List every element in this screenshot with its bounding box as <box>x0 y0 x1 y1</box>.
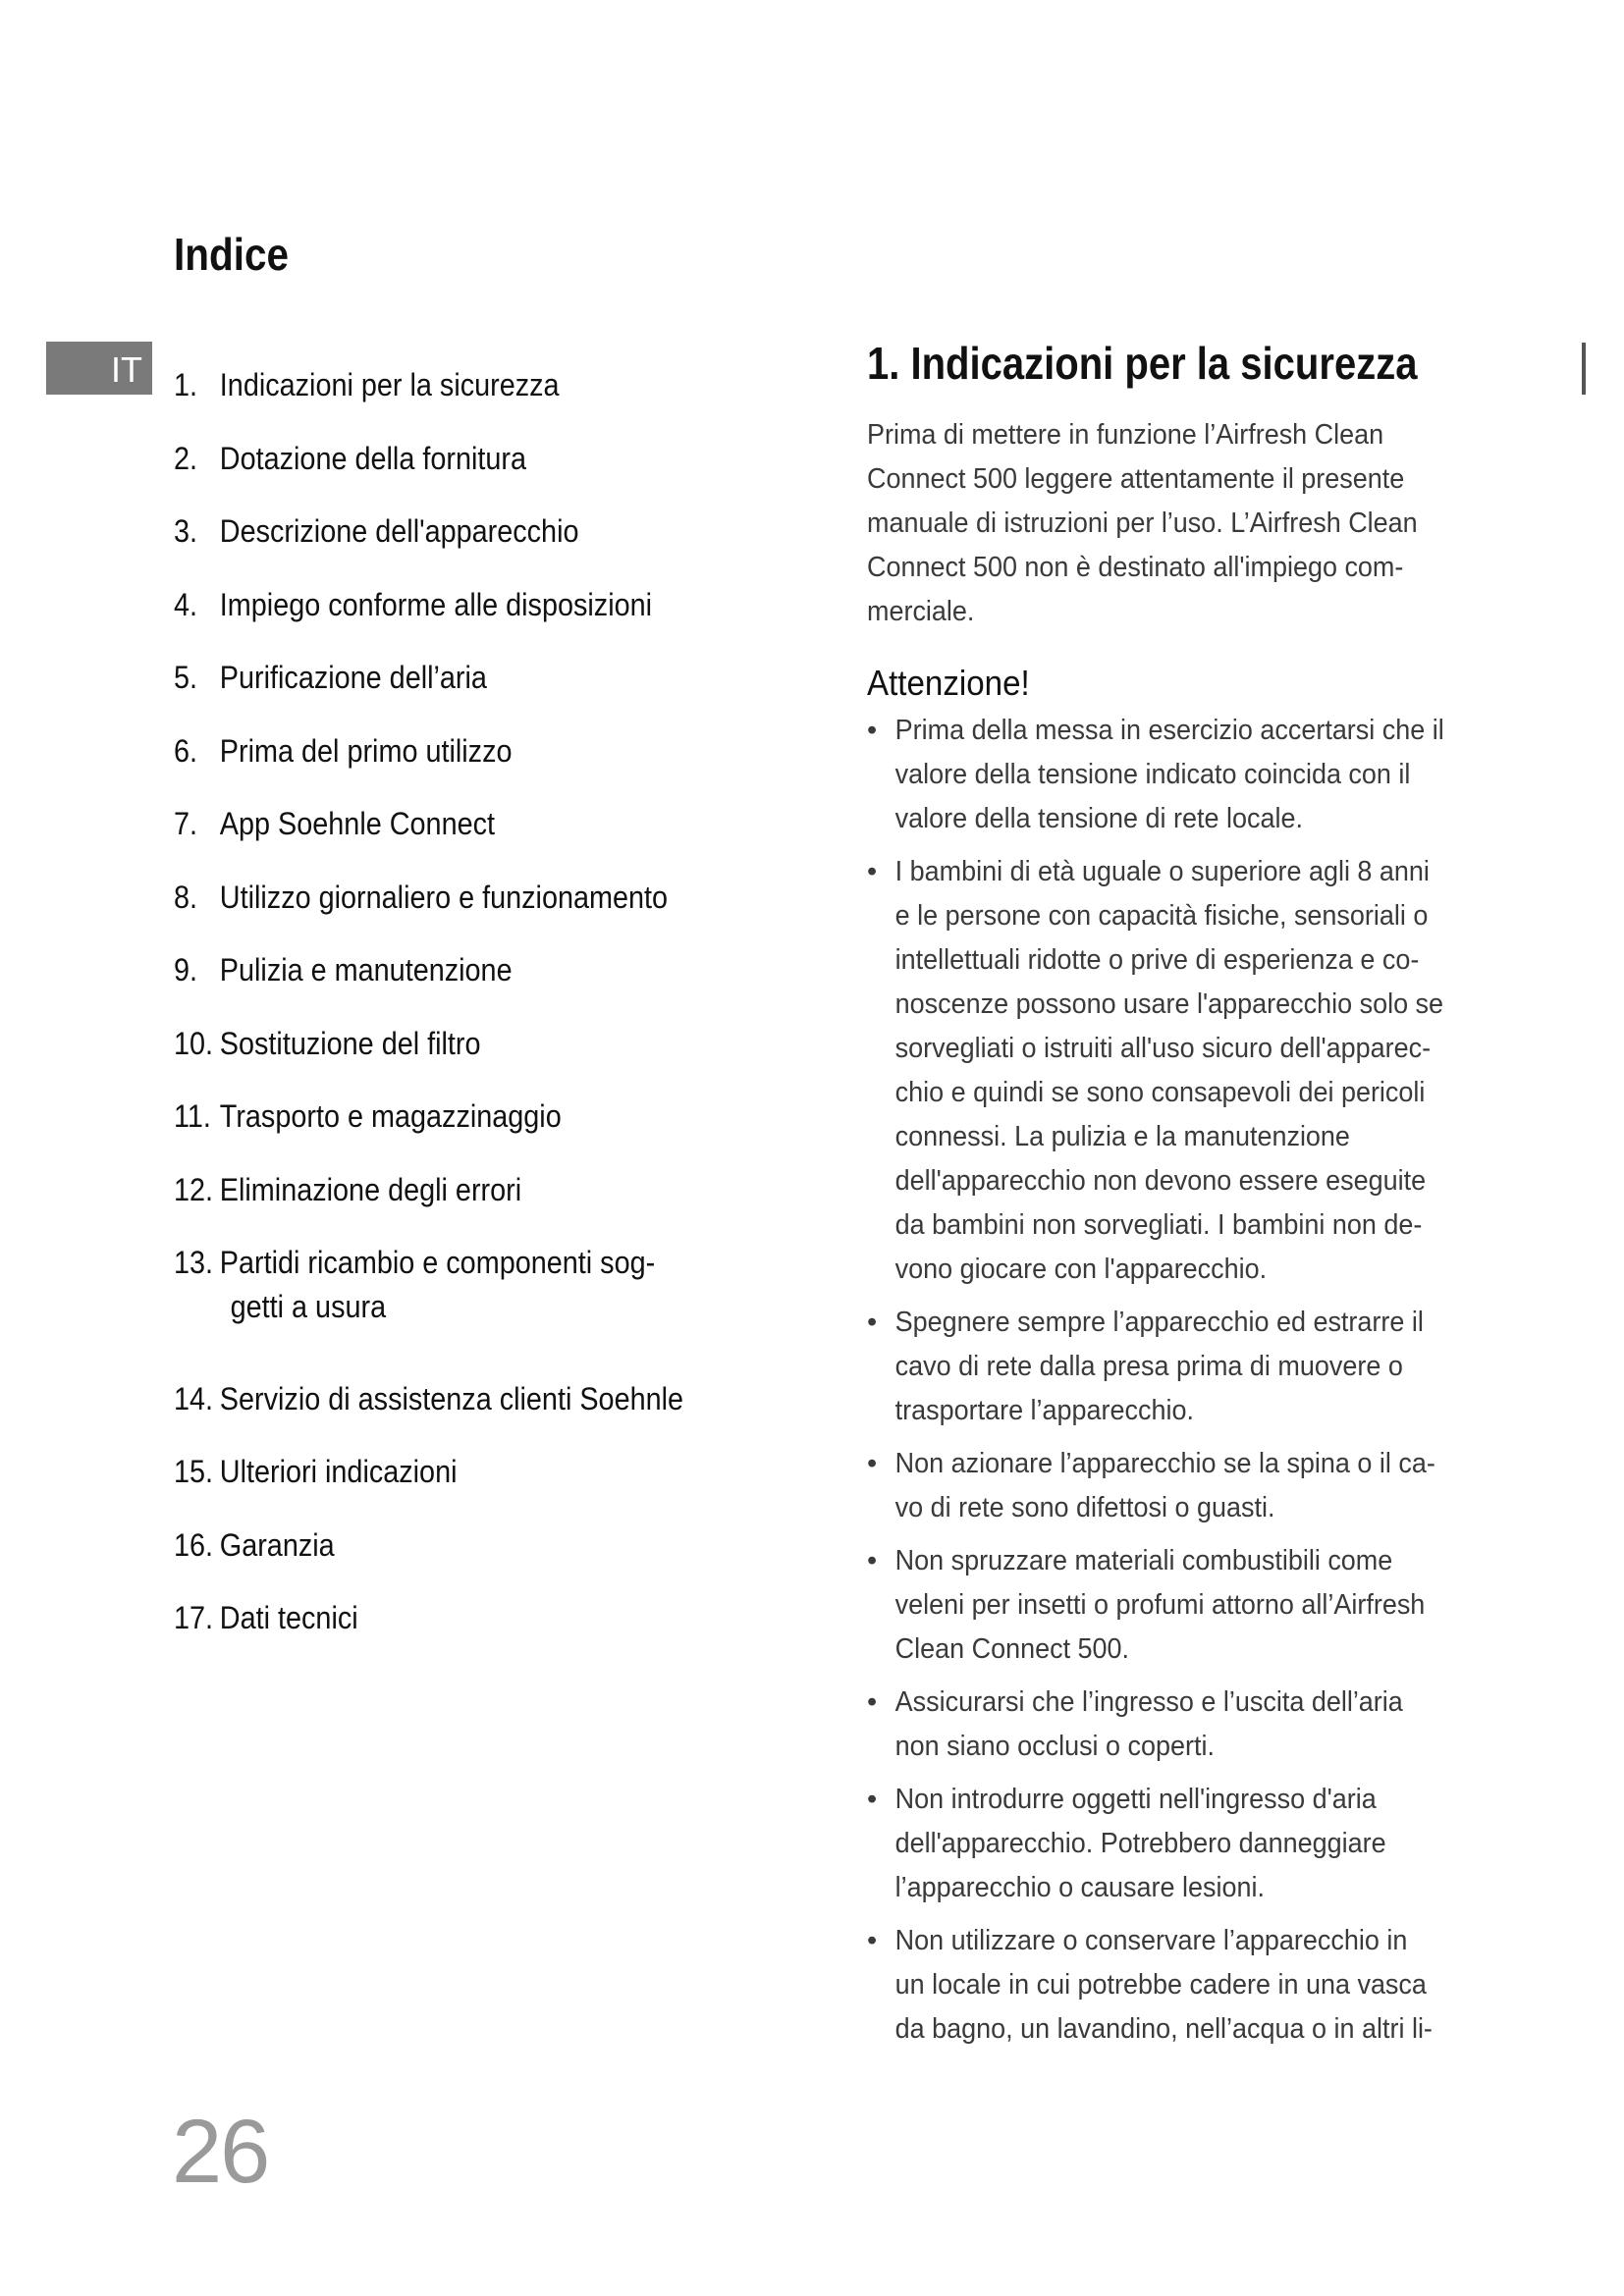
toc-item-label: Prima del primo utilizzo <box>219 732 513 769</box>
toc-item-label: Utilizzo giornaliero e funzionamento <box>219 879 669 915</box>
toc-item-number: 4. <box>174 586 198 622</box>
warning-line: intellettuali ridotte o prive di esperienza e co- <box>894 944 1420 976</box>
bullet-icon: • <box>867 1307 878 1338</box>
warning-item <box>867 1442 1535 1530</box>
toc-item-number: 5. <box>174 660 198 695</box>
margin-bar <box>1582 343 1586 395</box>
warning-item <box>867 850 1535 1292</box>
warning-item <box>867 1681 1535 1769</box>
intro-line: merciale. <box>867 596 975 627</box>
warning-line: valore della tensione di rete locale. <box>894 803 1303 834</box>
bullet-icon: • <box>867 715 878 746</box>
toc-title: Indice <box>174 229 289 280</box>
warning-line: da bagno, un lavandino, nell’acqua o in altri li- <box>894 2013 1433 2045</box>
toc-item[interactable] <box>174 1596 358 1640</box>
warning-line: l’apparecchio o causare lesioni. <box>894 1872 1265 1903</box>
warning-line: trasportare l’apparecchio. <box>894 1395 1194 1426</box>
intro-paragraph <box>867 413 1535 634</box>
bullet-icon: • <box>867 1545 878 1576</box>
warning-line: connessi. La pulizia e la manutenzione <box>894 1121 1350 1152</box>
toc-item-number: 6. <box>174 732 198 769</box>
toc-item-number: 15. <box>174 1454 214 1489</box>
warning-list <box>867 709 1535 2052</box>
intro-line: manuale di istruzioni per l’uso. L’Airfresh Clean <box>867 507 1418 539</box>
toc-item-label: Servizio di assistenza clienti Soehnle <box>219 1380 684 1416</box>
toc-item-label: Trasporto e magazzinaggio <box>219 1098 562 1134</box>
warning-item <box>867 709 1535 841</box>
toc-item[interactable] <box>174 1095 562 1139</box>
toc-item[interactable] <box>174 437 526 481</box>
toc-item-number: 11. <box>174 1098 211 1134</box>
toc-item-number: 1. <box>174 367 198 402</box>
toc-item-label: Partidi ricambio e componenti sog- <box>219 1245 656 1280</box>
intro-line: Connect 500 non è destinato all'impiego com- <box>867 552 1404 583</box>
warning-item <box>867 1539 1535 1672</box>
toc-item[interactable] <box>174 656 487 700</box>
toc-item-label: Sostituzione del filtro <box>219 1025 481 1061</box>
toc-item-label: Pulizia e manutenzione <box>219 952 513 988</box>
toc-item[interactable] <box>174 876 668 920</box>
page-number: 26 <box>172 2102 269 2202</box>
warning-line: valore della tensione indicato coincida con il <box>894 759 1411 790</box>
warning-line: I bambini di età uguale o superiore agli 8 anni <box>894 856 1430 887</box>
toc-item-number: 2. <box>174 440 198 476</box>
toc-item-label: Garanzia <box>219 1526 335 1563</box>
toc-item-label: Dotazione della fornitura <box>219 440 526 476</box>
toc-item-number: 9. <box>174 952 198 988</box>
warning-line: chio e quindi se sono consapevoli dei pericoli <box>894 1077 1426 1108</box>
toc-item-number: 7. <box>174 806 198 841</box>
warning-item <box>867 1778 1535 1910</box>
warning-line: Prima della messa in esercizio accertarsi che il <box>894 715 1444 746</box>
warning-item <box>867 1919 1535 2052</box>
warning-line: noscenze possono usare l'apparecchio solo se <box>894 988 1444 1020</box>
toc-item-number: 10. <box>174 1025 214 1061</box>
warning-line: da bambini non sorvegliati. I bambini non de- <box>894 1209 1423 1241</box>
warning-line: Clean Connect 500. <box>894 1633 1130 1665</box>
warning-line: Assicurarsi che l’ingresso e l’uscita dell’aria <box>894 1686 1403 1718</box>
warning-title: Attenzione! <box>867 663 1030 703</box>
bullet-icon: • <box>867 1686 878 1718</box>
toc-item-number: 16. <box>174 1526 214 1563</box>
toc-item[interactable] <box>174 948 513 992</box>
toc-item[interactable] <box>174 729 512 774</box>
toc-item-number: 12. <box>174 1171 214 1207</box>
toc-item-label: Indicazioni per la sicurezza <box>219 367 560 402</box>
section-title: 1. Indicazioni per la sicurezza <box>867 338 1418 389</box>
warning-line: non siano occlusi o coperti. <box>894 1731 1215 1762</box>
warning-line: vo di rete sono difettosi o guasti. <box>894 1492 1275 1523</box>
toc-item-label: Descrizione dell'apparecchio <box>219 513 579 549</box>
intro-line: Connect 500 leggere attentamente il presente <box>867 463 1405 495</box>
warning-line: Non spruzzare materiali combustibili come <box>894 1545 1393 1576</box>
toc-item[interactable] <box>174 1022 481 1066</box>
warning-line: un locale in cui potrebbe cadere in una vasca <box>894 1969 1427 2001</box>
warning-line: Non utilizzare o conservare l’apparecchio in <box>894 1925 1408 1956</box>
bullet-icon: • <box>867 1784 878 1815</box>
bullet-icon: • <box>867 1925 878 1956</box>
toc-item-number: 13. <box>174 1245 214 1280</box>
warning-line: Non introdurre oggetti nell'ingresso d'aria <box>894 1784 1377 1815</box>
toc-item-number: 14. <box>174 1380 214 1416</box>
toc-item[interactable] <box>174 1168 521 1212</box>
warning-line: e le persone con capacità fisiche, sensoriali o <box>894 900 1429 932</box>
section-body <box>867 413 1535 2060</box>
warning-line: veleni per insetti o profumi attorno all’Airfresh <box>894 1589 1426 1621</box>
warning-line: vono giocare con l'apparecchio. <box>894 1254 1268 1285</box>
toc-item-label: App Soehnle Connect <box>219 806 496 841</box>
toc-item-label: Purificazione dell’aria <box>219 660 487 695</box>
toc-item-label: Dati tecnici <box>219 1600 358 1635</box>
toc-item-label: Ulteriori indicazioni <box>219 1454 458 1489</box>
warning-line: sorvegliati o istruiti all'uso sicuro dell'apparec- <box>894 1033 1432 1064</box>
toc-item-number: 8. <box>174 879 198 915</box>
toc-item[interactable] <box>174 802 495 846</box>
toc-item-number: 3. <box>174 513 198 549</box>
toc-item[interactable] <box>174 1523 335 1568</box>
intro-line: Prima di mettere in funzione l’Airfresh Clean <box>867 419 1384 451</box>
toc-item[interactable] <box>174 583 652 627</box>
toc-item[interactable] <box>174 363 560 407</box>
warning-line: dell'apparecchio non devono essere eseguite <box>894 1165 1427 1197</box>
toc-item-label: Eliminazione degli errori <box>219 1171 522 1207</box>
warning-line: Spegnere sempre l’apparecchio ed estrarre il <box>894 1307 1424 1338</box>
warning-line: Non azionare l’apparecchio se la spina o il ca- <box>894 1448 1435 1479</box>
language-tab: IT <box>46 342 152 395</box>
toc-item-label-continued: getti a usura <box>230 1289 387 1324</box>
toc-item[interactable] <box>174 1241 655 1329</box>
bullet-icon: • <box>867 856 878 887</box>
warning-line: cavo di rete dalla presa prima di muovere o <box>894 1351 1403 1382</box>
bullet-icon: • <box>867 1448 878 1479</box>
toc-item-label: Impiego conforme alle disposizioni <box>219 586 653 622</box>
toc-item-number: 17. <box>174 1600 214 1635</box>
toc-item[interactable] <box>174 1450 457 1494</box>
toc-item[interactable] <box>174 509 578 554</box>
warning-line: dell'apparecchio. Potrebbero danneggiare <box>894 1828 1386 1859</box>
warning-item <box>867 1301 1535 1433</box>
toc-item[interactable] <box>174 1377 683 1421</box>
